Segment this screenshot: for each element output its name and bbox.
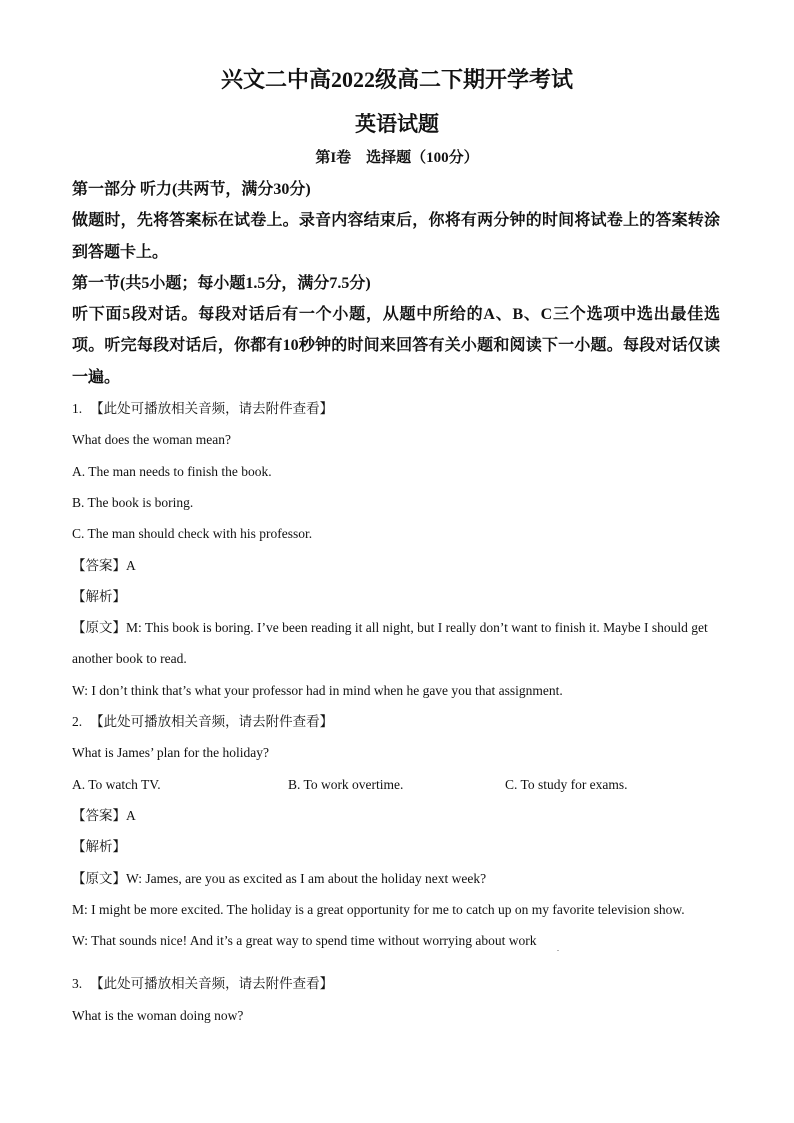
question-number: 2.	[72, 714, 83, 730]
question-1-transcript-line: W: I don’t think that’s what your professor had in mind when he gave you that assignment.	[72, 682, 563, 698]
question-1-analysis: 【解析】	[72, 588, 126, 604]
question-1-option-c: C. The man should check with his professor.	[72, 526, 313, 542]
question-2-transcript-line: M: I might be more excited. The holiday is a great opportunity for me to catch up on my favorite television show.	[72, 901, 685, 917]
question-1-header	[72, 393, 720, 424]
question-3-header	[72, 968, 720, 999]
subject-title: 英语试题	[355, 112, 439, 136]
exam-title: 兴文二中高2022级高二下期开学考试	[220, 67, 573, 92]
question-2-option-a: A. To watch TV.	[72, 776, 161, 792]
question-2-analysis: 【解析】	[72, 839, 126, 855]
question-2-transcript-line: 【原文】W: James, are you as excited as I am about the holiday next week?	[72, 870, 487, 886]
question-number: 3.	[72, 976, 83, 992]
stray-mark: .	[557, 944, 559, 953]
question-1-stem: What does the woman mean?	[72, 432, 231, 448]
part-heading: 第一部分 听力(共两节，满分30分)	[72, 181, 311, 198]
exam-body	[72, 174, 720, 1031]
question-3-stem: What is the woman doing now?	[72, 1007, 244, 1023]
section-instruction: 听下面5段对话。每段对话后有一个小题，从题中所给的A、B、C三个选项中选出最佳选项。听完每段对话后，你都有10秒钟的时间来回答有关小题和阅读下一小题。每段对话仅读一遍。	[72, 306, 720, 386]
question-1-answer: 【答案】A	[72, 557, 136, 573]
audio-note: 【此处可播放相关音频，请去附件查看】	[90, 976, 334, 992]
question-1-option-a: A. The man needs to finish the book.	[72, 463, 272, 479]
question-2-header	[72, 706, 720, 737]
section-heading: 第一节(共5小题；每小题1.5分，满分7.5分)	[72, 274, 371, 292]
question-1-option-b: B. The book is boring.	[72, 494, 194, 510]
volume-heading: 第I卷 选择题（100分）	[315, 150, 479, 166]
part-instruction: 做题时，先将答案标在试卷上。录音内容结束后，你将有两分钟的时间将试卷上的答案转涂到答题卡上。	[72, 212, 720, 261]
question-2-stem: What is James’ plan for the holiday?	[72, 745, 269, 761]
question-2-option-c: C. To study for exams.	[505, 776, 628, 792]
question-2-option-b: B. To work overtime.	[288, 776, 404, 792]
question-2-answer: 【答案】A	[72, 807, 136, 823]
audio-note: 【此处可播放相关音频，请去附件查看】	[90, 714, 334, 730]
question-2-transcript-line: W: That sounds nice! And it’s a great way to spend time without worrying about work	[72, 933, 537, 949]
audio-note: 【此处可播放相关音频，请去附件查看】	[90, 401, 334, 417]
question-1-transcript-line: 【原文】M: This book is boring. I’ve been reading it all night, but I really don’t want to finish it. Maybe I should get another book to read.	[72, 620, 708, 667]
question-number: 1.	[72, 401, 83, 417]
question-2-options	[72, 769, 720, 800]
